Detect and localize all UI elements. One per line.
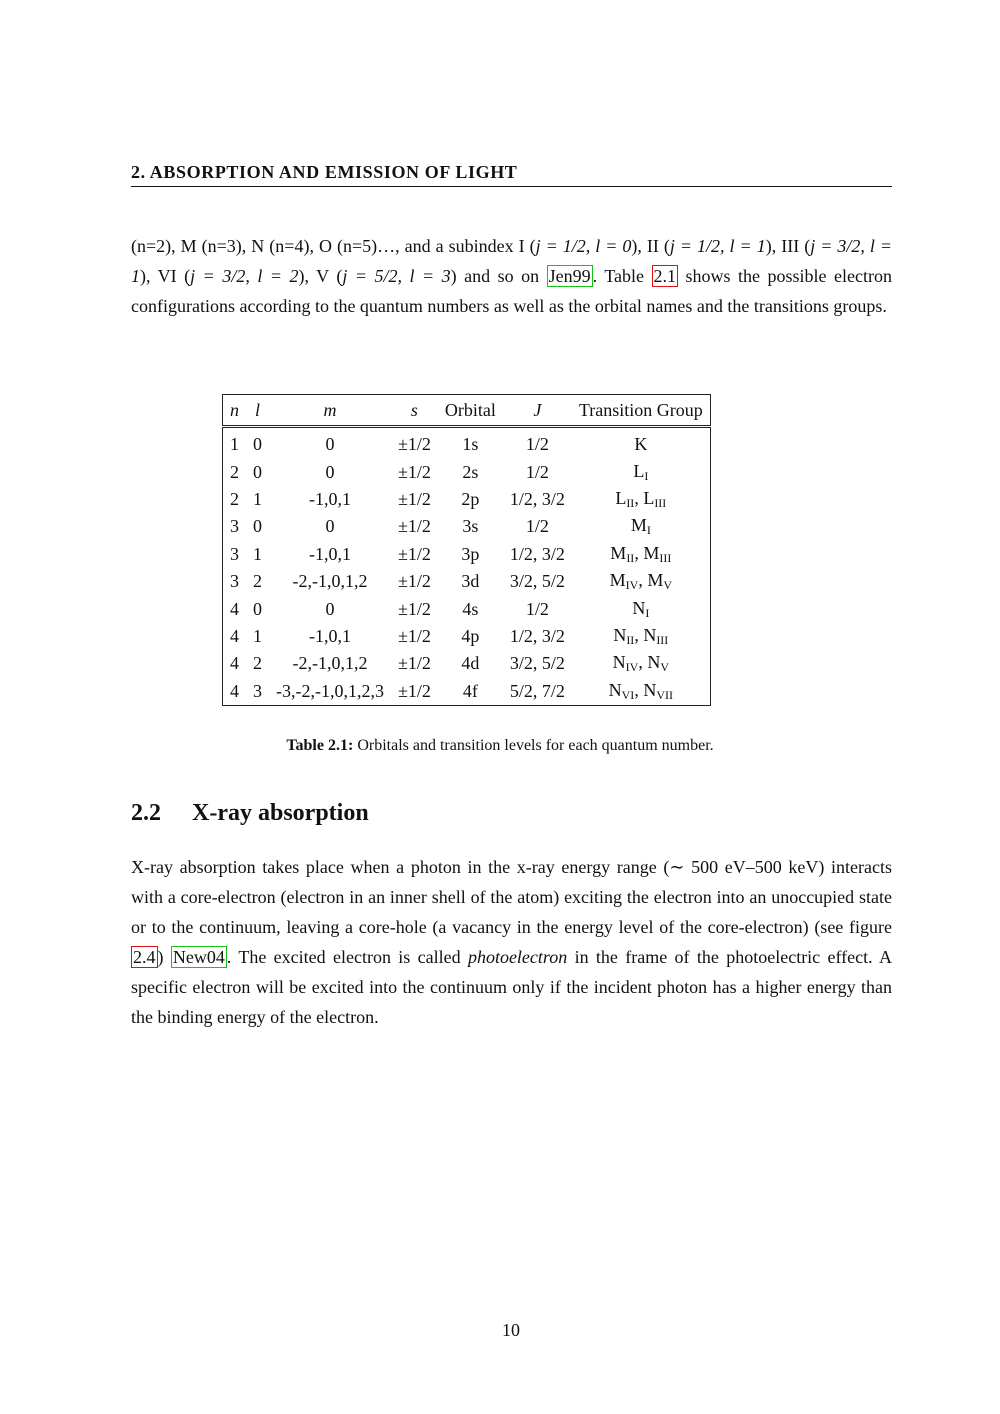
table-cell: 4 (230, 653, 239, 674)
table-cell: $N_I$ (632, 597, 650, 620)
table-header-row (223, 395, 711, 427)
table-cell: 1 (253, 625, 262, 646)
table-cell: -1,0,1 (308, 543, 351, 564)
table-cell: $L_I$ (633, 460, 649, 483)
table-cell: 2 (230, 461, 239, 482)
table-cell: 1/2, 3/2 (509, 543, 565, 564)
table-cell: 3/2, 5/2 (509, 653, 565, 674)
table-cell: 1/2 (525, 516, 549, 537)
table-ref-link[interactable]: 2.1 (653, 266, 677, 286)
table-body (223, 427, 711, 706)
table-cell: 5/2, 7/2 (509, 680, 565, 701)
table-cell: ±1/2 (397, 680, 431, 701)
column-header: n (230, 399, 239, 420)
table-cell: ±1/2 (397, 625, 431, 646)
table-cell: 0 (269, 427, 391, 459)
table-cell: 0 (253, 598, 262, 619)
table-cell: $L_{II}$, $L_{III}$ (615, 487, 667, 510)
table-cell: 2 (253, 653, 262, 674)
table-cell: 4p (461, 625, 480, 646)
section-heading: 2.2 X-ray absorption (131, 800, 369, 826)
table-cell: ±1/2 (397, 598, 431, 619)
table-cell: $M_I$ (630, 515, 651, 538)
intro-paragraph: (n=2), M (n=3), N (n=4), O (n=5)…, and a subindex I (j = 1/2, l = 0), II (j = 1/2, l = 1), III (j = 3/2, l = 1), VI (j = 3/2, l = 2), V (j = 5/2, l = 3) and so on Jen99 . Table 2.1 shows the possible electron configurations according to the quantum numbers as well as the orbital names and the transitions groups. (131, 236, 893, 316)
table-cell: 0 (325, 516, 335, 537)
orbital-table (222, 394, 711, 706)
orbital-table-container (222, 394, 711, 706)
table-row (223, 623, 711, 650)
table-cell: 4 (230, 680, 239, 701)
table-cell: ±1/2 (397, 653, 431, 674)
table-cell: 1 (223, 427, 247, 459)
table-row (223, 458, 711, 485)
table-cell: 3 (230, 516, 239, 537)
column-header: Transition Group (578, 399, 703, 420)
table-cell: ±1/2 (397, 488, 431, 509)
page-number: 10 (502, 1320, 520, 1340)
table-cell: 3p (461, 543, 480, 564)
table-row (223, 513, 711, 540)
running-header: 2. ABSORPTION AND EMISSION OF LIGHT (131, 162, 892, 187)
table-row (223, 568, 711, 595)
table-cell: 0 (325, 598, 335, 619)
table-cell: 1 (253, 543, 262, 564)
table-cell: 2 (230, 488, 239, 509)
figure-ref-link[interactable]: 2.4 (133, 947, 156, 967)
table-cell: $M_{II}$, $M_{III}$ (610, 542, 672, 565)
table-cell: $N_{VI}$, $N_{VII}$ (608, 679, 673, 702)
table-cell: ±1/2 (397, 461, 431, 482)
citation-link[interactable]: New04 (172, 947, 225, 967)
table-cell: $N_{II}$, $N_{III}$ (613, 624, 669, 647)
citation-link[interactable]: Jen99 (548, 266, 591, 286)
table-row (223, 595, 711, 622)
table-cell: 1/2 (503, 427, 572, 459)
column-header: J (533, 399, 542, 420)
table-cell: ±1/2 (397, 571, 431, 592)
table-cell: $M_{IV}$, $M_V$ (609, 570, 672, 593)
table-cell: 0 (253, 516, 262, 537)
table-cell: -2,-1,0,1,2 (292, 653, 368, 674)
column-header: Orbital (444, 399, 496, 420)
table-row (223, 541, 711, 568)
table-cell: K (572, 427, 710, 459)
table-cell: -3,-2,-1,0,1,2,3 (276, 680, 384, 701)
table-cell: 2s (462, 461, 479, 482)
table-cell: 3d (461, 571, 480, 592)
table-cell: 2 (253, 571, 262, 592)
table-cell: 0 (253, 461, 262, 482)
table-cell: 3 (253, 680, 262, 701)
column-header: m (323, 399, 337, 420)
table-cell: 4 (230, 625, 239, 646)
table-cell: -1,0,1 (308, 625, 351, 646)
table-cell: 0 (246, 427, 269, 459)
table-cell: 1/2 (525, 598, 549, 619)
table-cell: 1/2 (525, 461, 549, 482)
table-cell: 0 (325, 461, 335, 482)
column-header: l (254, 399, 260, 420)
table-cell: 4s (462, 598, 479, 619)
table-cell: ±1/2 (397, 516, 431, 537)
table-cell: 1/2, 3/2 (509, 488, 565, 509)
table-cell: ±1/2 (391, 427, 438, 459)
table-cell: ±1/2 (397, 543, 431, 564)
table-cell: 3/2, 5/2 (509, 571, 565, 592)
table-cell: -1,0,1 (308, 488, 351, 509)
table-cell: 3 (230, 543, 239, 564)
table-cell: 4 (230, 598, 239, 619)
xray-paragraph: X-ray absorption takes place when a photon in the x-ray energy range (∼ 500 eV–500 keV) interacts with a core-electron (electron in an inner shell of the atom) exciting the electron into an unoccupied state or to the continuum, leaving a core-hole (a vacancy in the energy level of the core-electron) (see figure 2.4 ) New04 . The excited electron is called photoelectron in the frame of the photoelectric effect. A specific electron will be excited into the continuum only if the incident photon has a higher energy than the binding energy of the electron. (131, 857, 892, 1027)
table-cell: 3s (462, 516, 479, 537)
table-row (223, 650, 711, 677)
table-caption: Table 2.1: Orbitals and transition levels for each quantum number. (286, 737, 714, 754)
table-cell: $N_{IV}$, $N_V$ (612, 652, 669, 675)
table-cell: 1/2, 3/2 (509, 625, 565, 646)
table-cell: -2,-1,0,1,2 (292, 571, 368, 592)
table-row (223, 486, 711, 513)
column-header: s (410, 399, 418, 420)
table-cell: 4d (461, 653, 480, 674)
table-cell: 1s (438, 427, 503, 459)
table-cell: 1 (253, 488, 262, 509)
table-row (223, 427, 711, 459)
table-row (223, 678, 711, 706)
table-cell: 4f (462, 680, 478, 701)
table-cell: 2p (461, 488, 480, 509)
table-cell: 3 (230, 571, 239, 592)
